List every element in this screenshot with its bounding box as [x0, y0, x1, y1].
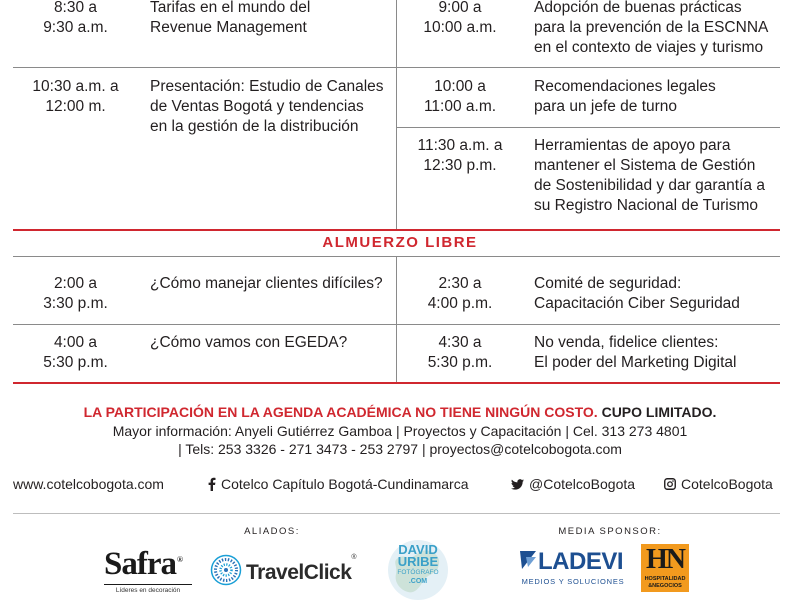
time-start: 10:00 a [434, 78, 486, 95]
instagram-icon [664, 477, 676, 493]
session-time [396, 274, 524, 314]
ladevi-mark: LADEVI [518, 548, 628, 576]
time-start: 4:00 a [53, 334, 98, 351]
david-uribe-text: DAVID URIBE FOTÓGRAFO .COM [397, 542, 439, 585]
facebook-link[interactable] [207, 476, 468, 494]
time-end: 10:00 a.m. [423, 19, 497, 36]
session-time [396, 0, 524, 38]
safra-wordmark: Safra® [104, 546, 182, 582]
time-end: 9:30 a.m. [43, 19, 108, 36]
contact-phones-line: | Tels: 253 3326 - 271 3473 - 253 2797 | proyectos@cotelcobogota.com [178, 441, 622, 457]
allies-label: ALIADOS: [244, 526, 300, 537]
website-link[interactable]: www.cotelcobogota.com [13, 476, 164, 492]
session-title: Adopción de buenas prácticas para la prevención de la ESCNNA en el contexto de viajes y turismo [534, 0, 769, 56]
participation-notice [0, 404, 800, 420]
row-divider-afternoon [13, 324, 780, 325]
contact-info-line: Mayor información: Anyeli Gutiérrez Gamboa | Proyectos y Capacitación | Cel. 313 273 4801 [112, 423, 688, 439]
time-start: 2:30 a [438, 275, 482, 292]
travelclick-logo [210, 554, 357, 588]
session-time [396, 136, 524, 176]
free-participation-text: LA PARTICIPACIÓN EN LA AGENDA ACADÉMICA NO TIENE NINGÚN COSTO. [83, 404, 598, 420]
travelclick-globe-icon [210, 554, 242, 591]
ladevi-swoosh-icon [518, 549, 538, 576]
session-title: Recomendaciones legales para un jefe de turno [534, 78, 716, 115]
session-time [396, 77, 524, 117]
session-time [13, 333, 138, 373]
session-title: ¿Cómo vamos con EGEDA? [150, 334, 348, 351]
time-start: 8:30 a [53, 0, 98, 16]
facebook-icon [207, 477, 216, 494]
media-sponsor-label: MEDIA SPONSOR: [558, 526, 662, 537]
twitter-handle: @CotelcoBogota [529, 476, 636, 492]
travelclick-wordmark: TravelClick [246, 560, 352, 584]
time-end: 12:30 p.m. [423, 157, 497, 174]
time-start: 11:30 a.m. a [417, 137, 503, 154]
session-title: Presentación: Estudio de Canales de Ventas Bogotá y tendencias en la gestión de la distribución [150, 78, 384, 135]
time-start: 10:30 a.m. a [32, 78, 119, 95]
session-time [396, 333, 524, 373]
time-start: 9:00 a [438, 0, 482, 16]
schedule-bottom-divider [13, 382, 780, 384]
david-uribe-logo [386, 536, 450, 604]
session-title: No venda, fidelice clientes: El poder del Marketing Digital [534, 334, 737, 371]
safra-tagline: Líderes en decoración [115, 587, 181, 594]
ladevi-tagline: MEDIOS Y SOLUCIONES [521, 577, 625, 586]
session-time [13, 274, 138, 314]
lunch-break-label: ALMUERZO LIBRE [322, 234, 478, 251]
footer-divider [13, 513, 780, 514]
twitter-icon [511, 477, 524, 493]
session-time [13, 77, 138, 117]
session-time [13, 0, 138, 38]
instagram-link[interactable] [664, 476, 773, 493]
hn-caption: HOSPITALIDAD &NEGOCIOS [641, 576, 689, 592]
twitter-link[interactable] [511, 476, 635, 493]
time-end: 12:00 m. [45, 98, 106, 115]
row-divider-left-1 [13, 67, 396, 68]
registered-mark: ® [351, 554, 357, 561]
facebook-page-name: Cotelco Capítulo Bogotá-Cundinamarca [221, 476, 469, 492]
row-divider-right-2 [396, 127, 780, 128]
safra-rule [104, 584, 192, 585]
row-divider-right-1 [396, 67, 780, 68]
time-end: 4:00 p.m. [427, 295, 493, 312]
time-end: 3:30 p.m. [43, 295, 108, 312]
lunch-divider-top [13, 229, 780, 231]
time-start: 2:00 a [53, 275, 98, 292]
safra-logo [104, 542, 192, 600]
ladevi-logo [518, 548, 628, 592]
time-end: 5:30 p.m. [43, 354, 108, 371]
session-title: Herramientas de apoyo para mantener el Sistema de Gestión de Sostenibilidad y dar garantía a su Registro Nacional de Turismo [534, 137, 765, 214]
session-title: ¿Cómo manejar clientes difíciles? [150, 275, 383, 292]
instagram-handle: CotelcoBogota [681, 476, 773, 492]
registered-mark: ® [177, 555, 182, 564]
lunch-divider-bottom [13, 256, 780, 257]
time-start: 4:30 a [438, 334, 482, 351]
time-end: 11:00 a.m. [423, 98, 497, 115]
hn-monogram: HN [641, 544, 689, 576]
time-end: 5:30 p.m. [427, 354, 493, 371]
limited-capacity-text: CUPO LIMITADO. [601, 404, 717, 420]
session-title: Tarifas en el mundo del Revenue Management [150, 0, 311, 36]
hn-logo [641, 544, 691, 596]
session-title: Comité de seguridad: Capacitación Ciber Seguridad [534, 275, 740, 312]
